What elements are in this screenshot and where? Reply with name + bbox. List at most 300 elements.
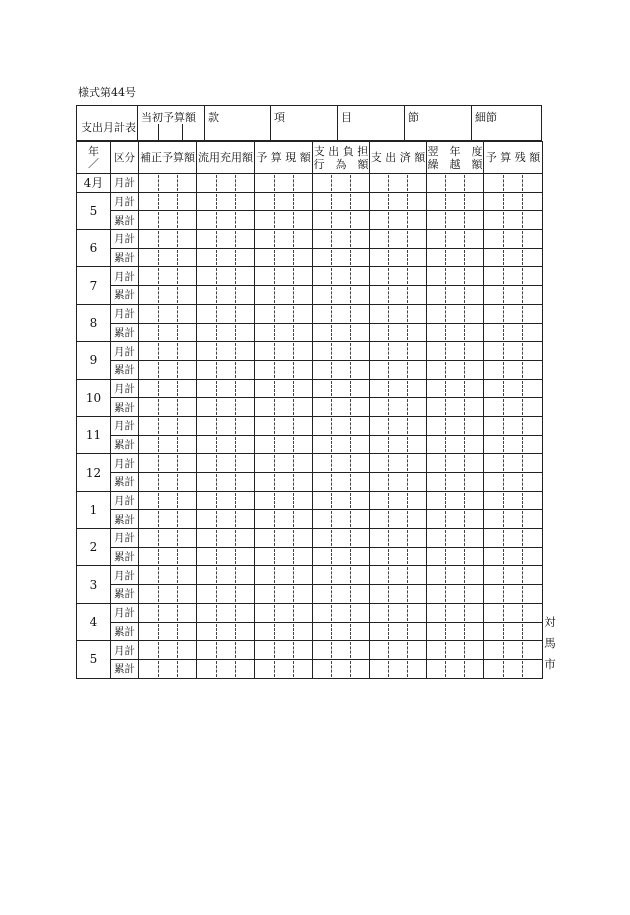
amount-cell[interactable]	[313, 211, 370, 230]
amount-cell[interactable]	[255, 603, 313, 622]
amount-cell[interactable]	[484, 192, 543, 211]
amount-cell[interactable]	[197, 416, 255, 435]
amount-cell[interactable]	[313, 566, 370, 585]
amount-cell[interactable]	[484, 174, 543, 193]
amount-cell[interactable]	[255, 659, 313, 678]
amount-cell[interactable]	[427, 416, 484, 435]
amount-cell[interactable]	[427, 230, 484, 249]
amount-cell[interactable]	[484, 304, 543, 323]
digit-guide	[464, 455, 465, 471]
digit-guide	[293, 437, 294, 453]
amount-cell[interactable]	[484, 398, 543, 417]
amount-cell[interactable]	[427, 659, 484, 678]
amount-cell[interactable]	[197, 435, 255, 454]
amount-cell[interactable]	[255, 416, 313, 435]
amount-cell[interactable]	[427, 286, 484, 305]
amount-cell[interactable]	[139, 360, 197, 379]
amount-cell[interactable]	[370, 529, 427, 548]
amount-cell[interactable]	[427, 529, 484, 548]
digit-guide	[235, 437, 236, 453]
amount-cell[interactable]	[427, 304, 484, 323]
digit-guide	[216, 567, 217, 583]
amount-cell[interactable]	[313, 603, 370, 622]
digit-guide	[158, 530, 159, 546]
amount-cell[interactable]	[427, 379, 484, 398]
amount-cell[interactable]	[197, 304, 255, 323]
amount-cell[interactable]	[255, 379, 313, 398]
amount-cell[interactable]	[139, 230, 197, 249]
amount-cell[interactable]	[427, 603, 484, 622]
amount-cell[interactable]	[139, 342, 197, 361]
amount-cell[interactable]	[313, 510, 370, 529]
paid-amount-header: 支 出 済 額	[370, 142, 427, 174]
digit-guide	[445, 605, 446, 621]
digit-guide	[503, 194, 504, 210]
amount-cell[interactable]	[255, 304, 313, 323]
amount-cell[interactable]	[197, 641, 255, 660]
amount-cell[interactable]	[370, 566, 427, 585]
amount-cell[interactable]	[197, 174, 255, 193]
amount-cell[interactable]	[484, 491, 543, 510]
amount-cell[interactable]	[139, 304, 197, 323]
amount-cell[interactable]	[255, 473, 313, 492]
digit-guide	[177, 530, 178, 546]
amount-cell[interactable]	[255, 435, 313, 454]
digit-guide	[331, 624, 332, 640]
cumulative-total-label: 累計	[111, 323, 139, 342]
amount-cell[interactable]	[313, 641, 370, 660]
amount-cell[interactable]	[139, 323, 197, 342]
amount-cell[interactable]	[427, 248, 484, 267]
digit-guide	[235, 642, 236, 658]
table-row	[77, 286, 543, 305]
digit-guide	[388, 194, 389, 210]
digit-guide	[235, 362, 236, 378]
amount-cell[interactable]	[484, 603, 543, 622]
amount-cell[interactable]	[313, 398, 370, 417]
amount-cell[interactable]	[197, 529, 255, 548]
digit-guide	[235, 530, 236, 546]
digit-guide	[388, 605, 389, 621]
cumulative-total-label: 累計	[111, 248, 139, 267]
amount-cell[interactable]	[484, 641, 543, 660]
amount-cell[interactable]	[313, 585, 370, 604]
amount-cell[interactable]	[313, 267, 370, 286]
amount-cell[interactable]	[197, 473, 255, 492]
amount-cell[interactable]	[484, 360, 543, 379]
amount-cell[interactable]	[370, 473, 427, 492]
amount-cell[interactable]	[197, 622, 255, 641]
expenditure-monthly-form	[76, 105, 542, 675]
amount-cell[interactable]	[139, 547, 197, 566]
digit-guide	[216, 231, 217, 247]
digit-guide	[464, 493, 465, 509]
amount-cell[interactable]	[255, 323, 313, 342]
amount-cell[interactable]	[427, 622, 484, 641]
amount-cell[interactable]	[255, 211, 313, 230]
digit-guide	[235, 381, 236, 397]
amount-cell[interactable]	[313, 248, 370, 267]
amount-cell[interactable]	[370, 379, 427, 398]
table-row	[77, 529, 543, 548]
amount-cell[interactable]	[197, 342, 255, 361]
amount-cell[interactable]	[313, 174, 370, 193]
digit-guide	[235, 399, 236, 415]
amount-cell[interactable]	[197, 398, 255, 417]
digit-guide	[388, 642, 389, 658]
amount-cell[interactable]	[255, 547, 313, 566]
amount-cell[interactable]	[484, 473, 543, 492]
amount-cell[interactable]	[139, 641, 197, 660]
amount-cell[interactable]	[427, 398, 484, 417]
digit-guide	[503, 343, 504, 359]
amount-cell[interactable]	[427, 435, 484, 454]
digit-guide	[293, 231, 294, 247]
amount-cell[interactable]	[139, 491, 197, 510]
amount-cell[interactable]	[255, 286, 313, 305]
amount-cell[interactable]	[484, 211, 543, 230]
table-row	[77, 510, 543, 529]
amount-cell[interactable]	[197, 323, 255, 342]
cumulative-total-label: 累計	[111, 510, 139, 529]
amount-cell[interactable]	[139, 248, 197, 267]
digit-guide	[235, 175, 236, 191]
amount-cell[interactable]	[370, 416, 427, 435]
amount-cell[interactable]	[139, 416, 197, 435]
digit-guide	[177, 250, 178, 266]
amount-cell[interactable]	[197, 286, 255, 305]
remaining-budget-header: 予 算 残 額	[484, 142, 543, 174]
amount-cell[interactable]	[197, 230, 255, 249]
amount-cell[interactable]	[427, 454, 484, 473]
amount-cell[interactable]	[255, 174, 313, 193]
digit-guide	[293, 306, 294, 322]
amount-cell[interactable]	[313, 379, 370, 398]
amount-cell[interactable]	[313, 192, 370, 211]
amount-cell[interactable]	[139, 267, 197, 286]
amount-cell[interactable]	[427, 342, 484, 361]
amount-cell[interactable]	[370, 248, 427, 267]
amount-cell[interactable]	[139, 529, 197, 548]
digit-guide	[445, 474, 446, 490]
amount-cell[interactable]	[484, 379, 543, 398]
digit-guide	[293, 474, 294, 490]
amount-cell[interactable]	[370, 547, 427, 566]
amount-cell[interactable]	[427, 585, 484, 604]
amount-cell[interactable]	[370, 641, 427, 660]
initial-budget-cell	[137, 105, 205, 141]
amount-cell[interactable]	[255, 230, 313, 249]
amount-cell[interactable]	[370, 491, 427, 510]
amount-cell[interactable]	[313, 659, 370, 678]
amount-cell[interactable]	[484, 659, 543, 678]
amount-cell[interactable]	[139, 211, 197, 230]
amount-cell[interactable]	[427, 491, 484, 510]
amount-cell[interactable]	[427, 267, 484, 286]
digit-guide	[331, 362, 332, 378]
digit-guide	[407, 325, 408, 341]
kubun-header: 区分	[111, 142, 139, 174]
digit-guide	[350, 418, 351, 434]
amount-cell[interactable]	[139, 435, 197, 454]
amount-cell[interactable]	[255, 398, 313, 417]
amount-cell[interactable]	[139, 603, 197, 622]
digit-guide	[293, 212, 294, 228]
amount-cell[interactable]	[313, 435, 370, 454]
digit-guide	[158, 661, 159, 677]
digit-guide	[158, 624, 159, 640]
digit-guide	[293, 194, 294, 210]
amount-cell[interactable]	[313, 416, 370, 435]
amount-cell[interactable]	[139, 286, 197, 305]
digit-guide	[177, 474, 178, 490]
amount-cell[interactable]	[484, 323, 543, 342]
amount-cell[interactable]	[197, 454, 255, 473]
digit-guide	[445, 567, 446, 583]
amount-cell[interactable]	[427, 547, 484, 566]
digit-guide	[388, 343, 389, 359]
amount-cell[interactable]	[484, 342, 543, 361]
amount-cell[interactable]	[484, 267, 543, 286]
digit-guide	[331, 418, 332, 434]
amount-cell[interactable]	[427, 323, 484, 342]
digit-guide	[274, 212, 275, 228]
amount-cell[interactable]	[370, 510, 427, 529]
amount-cell[interactable]	[313, 360, 370, 379]
digit-guide	[350, 624, 351, 640]
digit-guide	[216, 661, 217, 677]
amount-cell[interactable]	[197, 510, 255, 529]
digit-guide	[388, 511, 389, 527]
amount-cell[interactable]	[370, 304, 427, 323]
amount-cell[interactable]	[370, 622, 427, 641]
form-title-cell	[76, 105, 138, 141]
amount-cell[interactable]	[427, 174, 484, 193]
digit-guide	[177, 511, 178, 527]
digit-guide	[388, 231, 389, 247]
digit-guide	[388, 567, 389, 583]
amount-cell[interactable]	[370, 360, 427, 379]
amount-cell[interactable]	[255, 529, 313, 548]
monthly-total-label: 月計	[111, 566, 139, 585]
digit-guide	[503, 212, 504, 228]
amount-cell[interactable]	[370, 267, 427, 286]
saisetsu-label: 細節	[475, 111, 497, 124]
amount-cell[interactable]	[313, 622, 370, 641]
digit-guide	[388, 381, 389, 397]
amount-cell[interactable]	[427, 510, 484, 529]
amount-cell[interactable]	[255, 641, 313, 660]
amount-cell[interactable]	[370, 286, 427, 305]
amount-cell[interactable]	[313, 547, 370, 566]
digit-guide	[235, 567, 236, 583]
digit-guide	[235, 418, 236, 434]
amount-cell[interactable]	[370, 435, 427, 454]
amount-cell[interactable]	[370, 342, 427, 361]
digit-guide	[445, 381, 446, 397]
amount-cell[interactable]	[255, 342, 313, 361]
digit-divider	[182, 124, 183, 140]
amount-cell[interactable]	[370, 454, 427, 473]
digit-guide	[407, 306, 408, 322]
amount-cell[interactable]	[370, 174, 427, 193]
digit-guide	[503, 642, 504, 658]
digit-guide	[235, 268, 236, 284]
digit-guide	[407, 661, 408, 677]
amount-cell[interactable]	[139, 566, 197, 585]
digit-guide	[522, 212, 523, 228]
amount-cell[interactable]	[139, 379, 197, 398]
amount-cell[interactable]	[313, 286, 370, 305]
digit-guide	[407, 231, 408, 247]
digit-guide	[331, 175, 332, 191]
amount-cell[interactable]	[255, 510, 313, 529]
amount-cell[interactable]	[197, 659, 255, 678]
digit-guide	[158, 194, 159, 210]
digit-divider	[158, 124, 159, 140]
amount-cell[interactable]	[255, 192, 313, 211]
amount-cell[interactable]	[255, 360, 313, 379]
amount-cell[interactable]	[484, 435, 543, 454]
amount-cell[interactable]	[255, 622, 313, 641]
amount-cell[interactable]	[370, 585, 427, 604]
amount-cell[interactable]	[255, 267, 313, 286]
digit-guide	[293, 250, 294, 266]
amount-cell[interactable]	[139, 659, 197, 678]
amount-cell[interactable]	[197, 211, 255, 230]
amount-cell[interactable]	[484, 416, 543, 435]
digit-guide	[445, 642, 446, 658]
amount-cell[interactable]	[197, 360, 255, 379]
table-row	[77, 641, 543, 660]
amount-cell[interactable]	[255, 454, 313, 473]
amount-cell[interactable]	[370, 323, 427, 342]
amount-cell[interactable]	[484, 286, 543, 305]
digit-guide	[503, 567, 504, 583]
digit-guide	[331, 549, 332, 565]
digit-guide	[216, 511, 217, 527]
amount-cell[interactable]	[139, 454, 197, 473]
amount-cell[interactable]	[427, 192, 484, 211]
digit-guide	[522, 287, 523, 303]
amount-cell[interactable]	[313, 529, 370, 548]
digit-guide	[158, 493, 159, 509]
amount-cell[interactable]	[313, 342, 370, 361]
amount-cell[interactable]	[427, 641, 484, 660]
monthly-total-label: 月計	[111, 641, 139, 660]
amount-cell[interactable]	[197, 248, 255, 267]
digit-guide	[407, 474, 408, 490]
amount-cell[interactable]	[313, 473, 370, 492]
amount-cell[interactable]	[255, 566, 313, 585]
digit-guide	[274, 493, 275, 509]
amount-cell[interactable]	[484, 454, 543, 473]
digit-guide	[350, 250, 351, 266]
amount-cell[interactable]	[484, 529, 543, 548]
digit-guide	[407, 194, 408, 210]
amount-cell[interactable]	[370, 603, 427, 622]
amount-cell[interactable]	[313, 230, 370, 249]
amount-cell[interactable]	[427, 211, 484, 230]
amount-cell[interactable]	[313, 454, 370, 473]
amount-cell[interactable]	[370, 230, 427, 249]
month-label: 4	[77, 603, 111, 640]
amount-cell[interactable]	[427, 473, 484, 492]
digit-guide	[274, 661, 275, 677]
amount-cell[interactable]	[370, 192, 427, 211]
amount-cell[interactable]	[139, 174, 197, 193]
table-row	[77, 360, 543, 379]
amount-cell[interactable]	[255, 248, 313, 267]
table-row	[77, 248, 543, 267]
amount-cell[interactable]	[370, 211, 427, 230]
digit-guide	[216, 493, 217, 509]
amount-cell[interactable]	[197, 603, 255, 622]
amount-cell[interactable]	[427, 360, 484, 379]
amount-cell[interactable]	[255, 585, 313, 604]
cumulative-total-label: 累計	[111, 398, 139, 417]
amount-cell[interactable]	[484, 248, 543, 267]
amount-cell[interactable]	[197, 585, 255, 604]
digit-guide	[235, 474, 236, 490]
amount-cell[interactable]	[313, 323, 370, 342]
digit-guide	[177, 268, 178, 284]
amount-cell[interactable]	[139, 622, 197, 641]
digit-guide	[464, 661, 465, 677]
digit-guide	[216, 362, 217, 378]
digit-guide	[177, 399, 178, 415]
amount-cell[interactable]	[139, 585, 197, 604]
amount-cell[interactable]	[197, 267, 255, 286]
amount-cell[interactable]	[484, 510, 543, 529]
digit-guide	[235, 605, 236, 621]
amount-cell[interactable]	[484, 547, 543, 566]
digit-guide	[503, 437, 504, 453]
amount-cell[interactable]	[139, 192, 197, 211]
digit-guide	[522, 175, 523, 191]
amount-cell[interactable]	[139, 510, 197, 529]
amount-cell[interactable]	[370, 398, 427, 417]
amount-cell[interactable]	[313, 304, 370, 323]
digit-guide	[445, 549, 446, 565]
amount-cell[interactable]	[484, 566, 543, 585]
digit-guide	[407, 418, 408, 434]
amount-cell[interactable]	[484, 585, 543, 604]
amount-cell[interactable]	[197, 491, 255, 510]
amount-cell[interactable]	[197, 566, 255, 585]
amount-cell[interactable]	[197, 192, 255, 211]
amount-cell[interactable]	[484, 230, 543, 249]
amount-cell[interactable]	[370, 659, 427, 678]
amount-cell[interactable]	[197, 547, 255, 566]
amount-cell[interactable]	[139, 473, 197, 492]
digit-guide	[274, 194, 275, 210]
amount-cell[interactable]	[139, 398, 197, 417]
amount-cell[interactable]	[197, 379, 255, 398]
amount-cell[interactable]	[484, 622, 543, 641]
amount-cell[interactable]	[313, 491, 370, 510]
amount-cell[interactable]	[255, 491, 313, 510]
digit-guide	[177, 493, 178, 509]
digit-guide	[503, 381, 504, 397]
digit-guide	[216, 642, 217, 658]
digit-guide	[158, 175, 159, 191]
amount-cell[interactable]	[427, 566, 484, 585]
digit-guide	[464, 418, 465, 434]
table-row	[77, 379, 543, 398]
digit-guide	[464, 511, 465, 527]
digit-guide	[331, 381, 332, 397]
